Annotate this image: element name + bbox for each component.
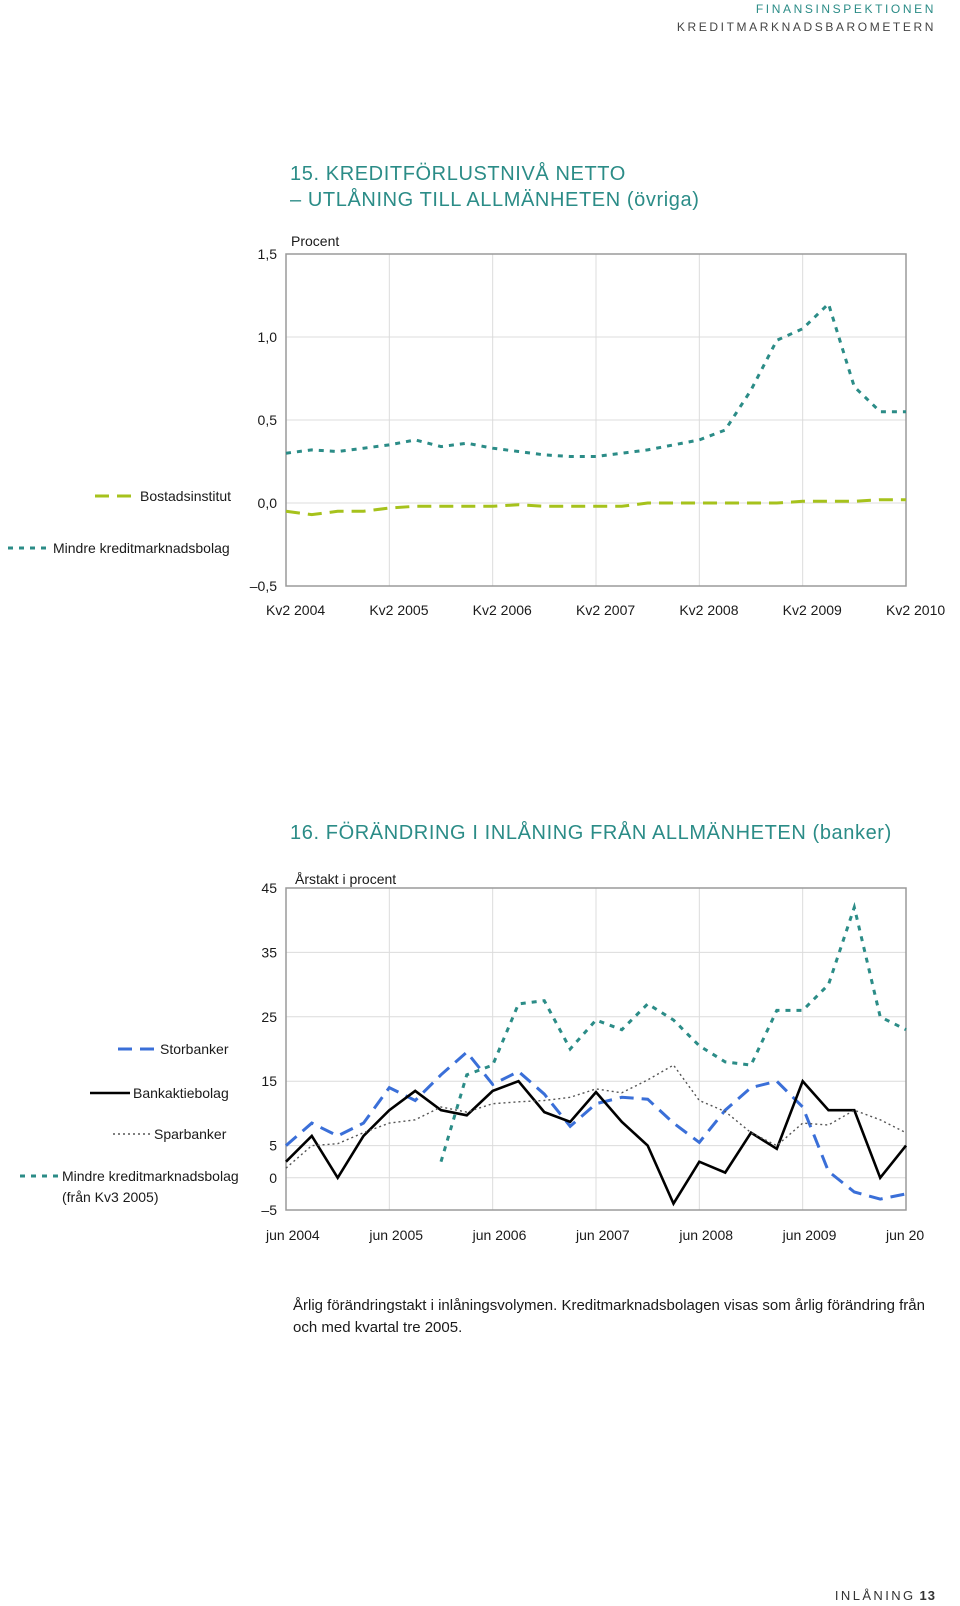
chart16-x-tick-label: jun 2005 <box>369 1227 424 1243</box>
publisher-name: FINANSINSPEKTIONEN <box>755 2 936 16</box>
chart15-y-tick-label: –0,5 <box>249 578 277 594</box>
chart15-y-tick-label: 0,5 <box>257 412 277 428</box>
chart15-legend-label-1: Mindre kreditmarknadsbolag <box>53 540 230 556</box>
chart16 <box>0 860 960 1280</box>
chart16-y-tick-label: 35 <box>261 944 277 961</box>
chart16-unit-label: Årstakt i procent <box>295 871 397 887</box>
chart16-x-tick-label: jun 20 <box>886 1227 925 1243</box>
chart15-title-line2: – UTLÅNING TILL ALLMÄNHETEN (övriga) <box>290 189 700 211</box>
chart16-x-tick-label: jun 2007 <box>576 1227 630 1243</box>
publication-name: KREDITMARKNADSBAROMETERN <box>676 20 936 34</box>
chart15-unit-label: Procent <box>291 233 340 249</box>
chart16-y-tick-label: 15 <box>261 1073 277 1090</box>
chart15-x-tick-label: Kv2 2005 <box>369 602 429 618</box>
chart16-y-tick-label: 5 <box>269 1137 277 1154</box>
chart16-y-tick-label: 0 <box>269 1169 277 1186</box>
chart16-legend-label-3: Mindre kreditmarknadsbolag <box>62 1168 239 1184</box>
chart16-x-tick-label: jun 2008 <box>679 1227 734 1243</box>
chart15-title-line1: 15. KREDITFÖRLUSTNIVÅ NETTO <box>290 163 626 185</box>
chart15-y-tick-label: 1,5 <box>257 246 277 262</box>
footer-section: INLÅNING <box>834 1588 916 1603</box>
chart16-y-tick-label: –5 <box>261 1202 277 1218</box>
chart15 <box>0 230 960 650</box>
chart15-y-tick-label: 0,0 <box>257 495 277 511</box>
chart15-x-tick-label: Kv2 2009 <box>782 602 842 618</box>
chart16-legend-label-3-line2: (från Kv3 2005) <box>62 1189 159 1205</box>
chart16-x-tick-label: jun 2009 <box>782 1227 837 1243</box>
chart15-x-tick-label: Kv2 2004 <box>266 602 326 618</box>
page-footer <box>835 1588 936 1603</box>
chart-footnote: Årlig förändringstakt i inlåningsvolymen. Kreditmarknadsbolagen visas som årlig förändring från och med kvartal tre 2005. <box>293 1297 925 1336</box>
chart16-x-tick-label: jun 2004 <box>266 1227 320 1243</box>
chart15-legend-label-0: Bostadsinstitut <box>140 488 232 504</box>
chart15-x-tick-label: Kv2 2007 <box>576 602 636 618</box>
chart16-title: 16. FÖRÄNDRING I INLÅNING FRÅN ALLMÄNHETEN (banker) <box>290 822 892 844</box>
page-number: 13 <box>919 1588 936 1603</box>
chart16-legend-label-1: Bankaktiebolag <box>133 1085 229 1101</box>
chart15-y-tick-label: 1,0 <box>257 329 277 345</box>
chart16-legend-label-2: Sparbanker <box>154 1126 227 1142</box>
chart15-x-tick-label: Kv2 2006 <box>472 602 532 618</box>
chart16-legend-label-0: Storbanker <box>160 1041 229 1057</box>
chart16-y-tick-label: 25 <box>261 1008 277 1025</box>
chart16-x-tick-label: jun 2006 <box>472 1227 527 1243</box>
chart15-x-tick-label: Kv2 2008 <box>679 602 739 618</box>
chart15-x-tick-label: Kv2 2010 <box>886 602 946 618</box>
chart16-y-tick-label: 45 <box>261 880 277 896</box>
chart16-series-line-3 <box>441 907 906 1161</box>
